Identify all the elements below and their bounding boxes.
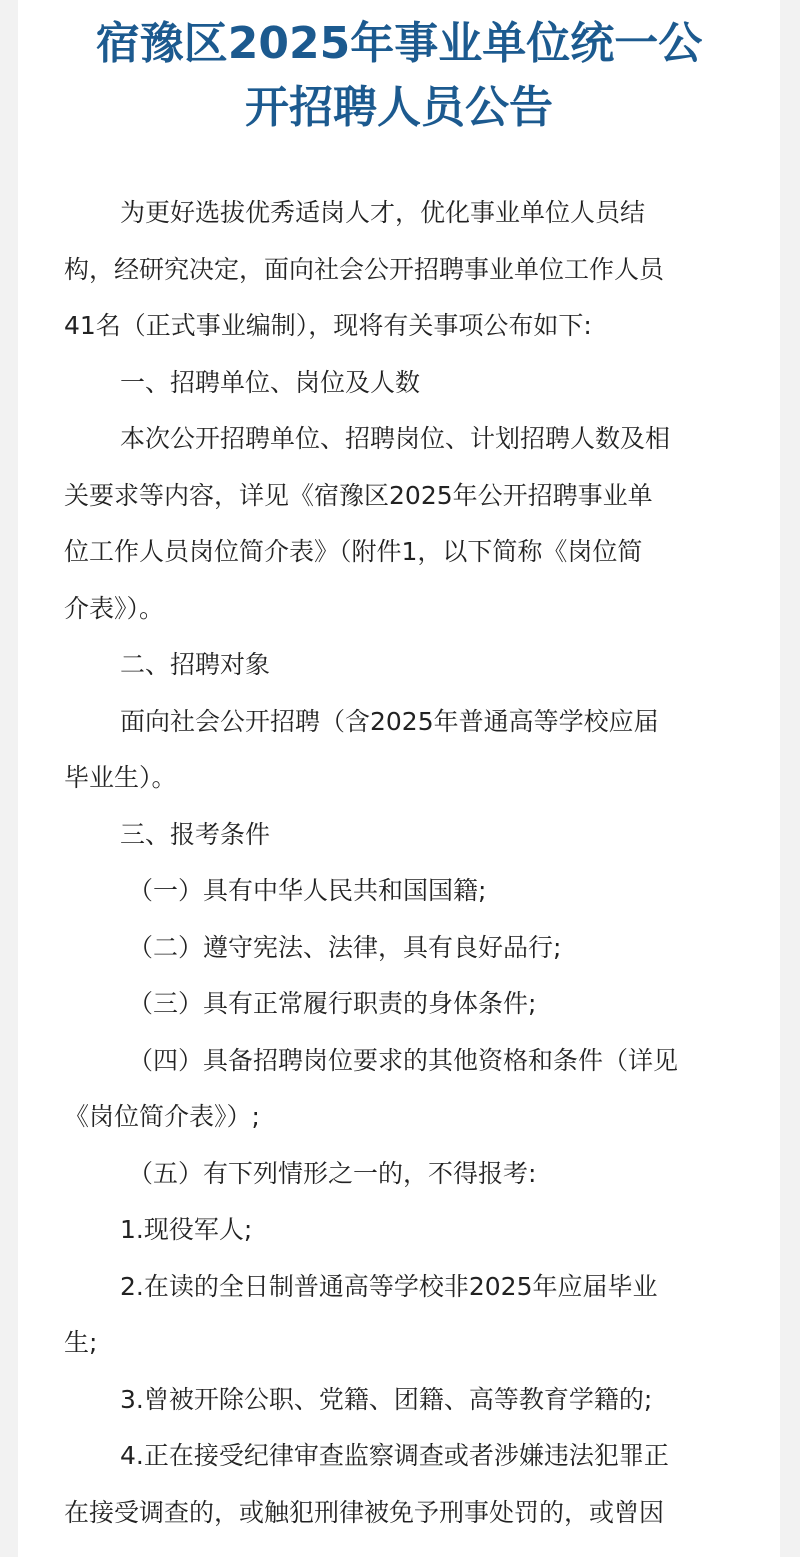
announcement-body bbox=[64, 185, 754, 1541]
section-2-paragraph-line: 面向社会公开招聘（含2025年普通高等学校应届 bbox=[120, 706, 659, 736]
exclusion-item-continuation: 生; bbox=[64, 1328, 98, 1357]
condition-item-continuation: 《岗位简介表》）; bbox=[64, 1102, 260, 1131]
page-title bbox=[18, 12, 780, 140]
intro-paragraph-line: 为更好选拔优秀适岗人才，优化事业单位人员结 bbox=[120, 198, 646, 227]
exclusion-item: 2.在读的全日制普通高等学校非2025年应届毕业 bbox=[120, 1271, 658, 1301]
condition-item: （四）具备招聘岗位要求的其他资格和条件（详见 bbox=[128, 1045, 679, 1075]
section-heading-2: 二、招聘对象 bbox=[120, 650, 271, 679]
section-heading-1: 一、招聘单位、岗位及人数 bbox=[120, 367, 421, 397]
exclusion-item: 4.正在接受纪律审查监察调查或者涉嫌违法犯罪正 bbox=[120, 1441, 669, 1470]
exclusion-item-continuation: 在接受调查的，或触犯刑律被免予刑事处罚的，或曾因 bbox=[64, 1497, 665, 1527]
section-1-paragraph-line: 介表》）。 bbox=[64, 593, 165, 623]
section-1-paragraph-line: 位工作人员岗位简介表》（附件1，以下简称《岗位简 bbox=[64, 537, 643, 566]
intro-paragraph-line: 构，经研究决定，面向社会公开招聘事业单位工作人员 bbox=[64, 254, 665, 284]
exclusion-item: 1.现役军人; bbox=[120, 1215, 253, 1244]
condition-item: （一）具有中华人民共和国国籍; bbox=[128, 876, 487, 905]
condition-item: （三）具有正常履行职责的身体条件; bbox=[128, 989, 537, 1018]
title-line-2: 开招聘人员公告 bbox=[245, 82, 553, 133]
section-1-paragraph-line: 关要求等内容，详见《宿豫区2025年公开招聘事业单 bbox=[64, 480, 653, 510]
intro-paragraph-line: 41名（正式事业编制），现将有关事项公布如下: bbox=[64, 311, 592, 340]
condition-item: （五）有下列情形之一的，不得报考: bbox=[128, 1158, 537, 1188]
section-2-paragraph-line: 毕业生）。 bbox=[64, 763, 177, 792]
title-line-1: 宿豫区2025年事业单位统一公 bbox=[95, 18, 703, 69]
exclusion-item: 3.曾被开除公职、党籍、团籍、高等教育学籍的; bbox=[120, 1384, 653, 1414]
announcement-page bbox=[18, 0, 780, 1557]
section-heading-3: 三、报考条件 bbox=[120, 819, 271, 849]
condition-item: （二）遵守宪法、法律，具有良好品行; bbox=[128, 932, 562, 962]
section-1-paragraph-line: 本次公开招聘单位、招聘岗位、计划招聘人数及相 bbox=[120, 424, 671, 453]
